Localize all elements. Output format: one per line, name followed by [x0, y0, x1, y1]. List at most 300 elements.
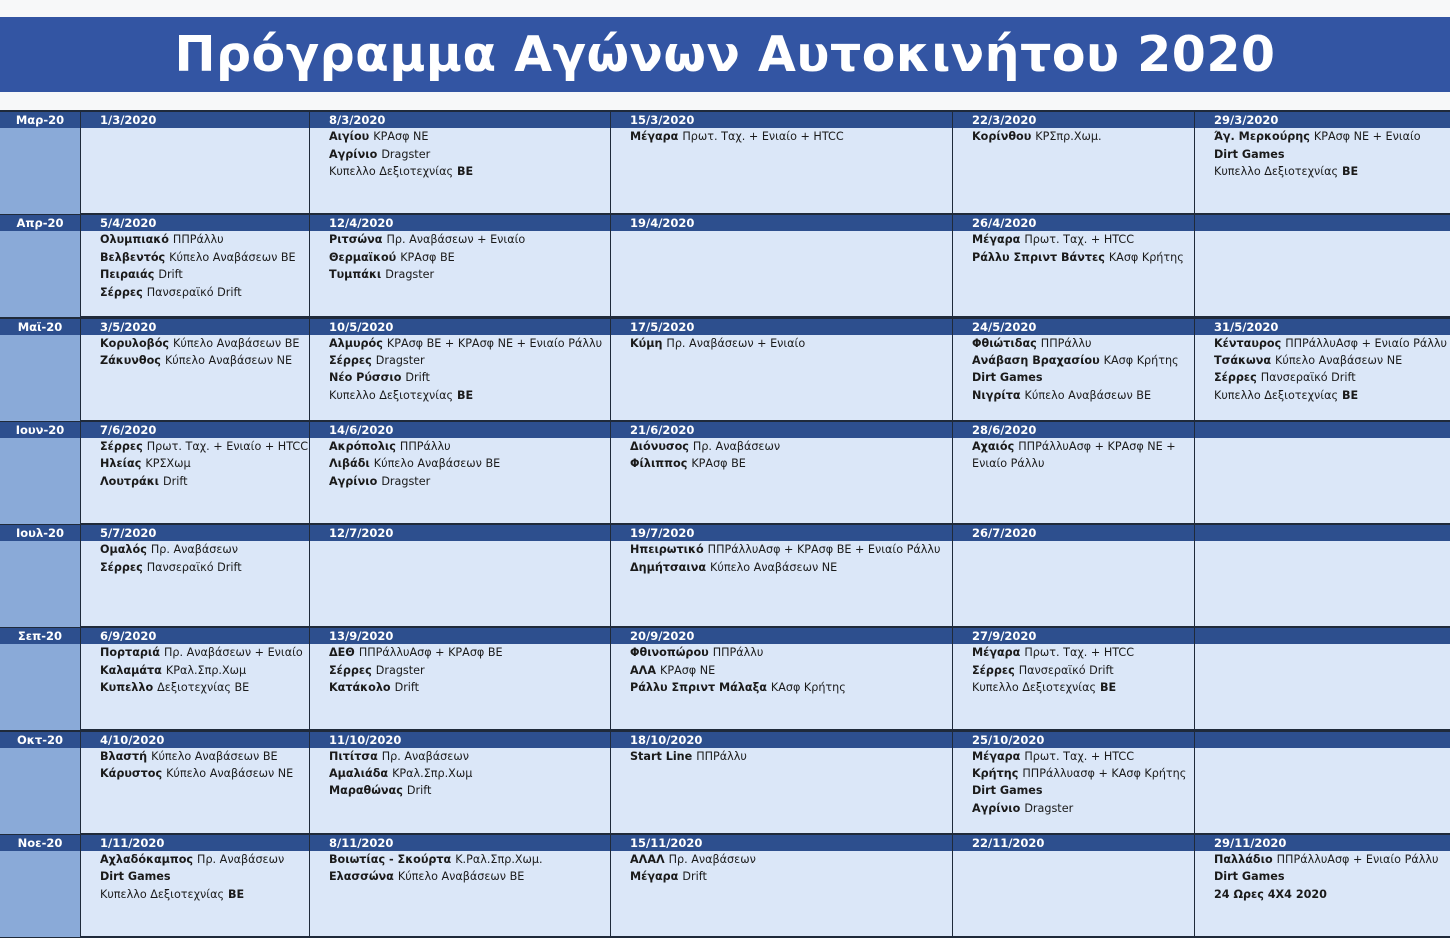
event-category: ΚΑσφ Κρήτης: [1103, 354, 1179, 368]
events-cell: [953, 231, 1194, 317]
event-category: ΠΠΡάλλυ: [712, 646, 764, 660]
event-venue: Ομαλός: [100, 543, 147, 557]
event-category: Κύπελο Αναβάσεων ΝΕ: [710, 560, 838, 574]
event-entry: [100, 851, 305, 868]
event-entry: [329, 146, 606, 163]
event-entry: [329, 851, 606, 868]
event-category: ΠΠΡάλλυΑσφ + ΚΡΑσφ ΒΕ: [358, 646, 503, 660]
events-cell: [611, 748, 952, 834]
event-venue: Κάρυστος: [100, 767, 163, 781]
event-venue: Άγ. Μερκούρης: [1214, 130, 1310, 144]
event-venue: Μέγαρα: [630, 870, 679, 884]
event-entry: [630, 868, 948, 885]
event-venue: Αχλαδόκαμπος: [100, 852, 194, 866]
event-entry: [100, 284, 305, 301]
event-entry: [329, 266, 606, 283]
event-entry: [329, 662, 606, 679]
week-date: [1195, 525, 1450, 541]
event-category: Πρ. Αναβάσεων + Ενιαίο: [666, 336, 806, 350]
month-label: Οκτ-20: [0, 732, 80, 748]
page-title: Πρόγραμμα Αγώνων Αυτοκινήτου 2020: [174, 26, 1276, 83]
event-category: Πρωτ. Ταχ. + HTCC: [1024, 749, 1135, 763]
event-category: Κυπελλο Δεξιοτεχνίας: [972, 681, 1097, 695]
event-venue: Μέγαρα: [972, 233, 1021, 247]
event-entry: [100, 886, 305, 903]
events-cell: [953, 335, 1194, 421]
events-cell: [310, 128, 610, 214]
week-date: 3/5/2020: [81, 319, 309, 335]
event-entry: [329, 473, 606, 490]
events-cell: [953, 438, 1194, 524]
event-category: Κύπελο Αναβάσεων ΒΕ: [173, 336, 300, 350]
event-entry: [329, 455, 606, 472]
event-entry: [329, 644, 606, 661]
week-date: [1195, 422, 1450, 438]
event-entry: [1214, 387, 1450, 404]
month-label: Μαϊ-20: [0, 319, 80, 335]
event-category: ΠΠΡάλλυ: [399, 439, 451, 453]
week-date: 26/7/2020: [953, 525, 1194, 541]
event-venue: Κένταυρος: [1214, 336, 1282, 350]
event-venue: Νέο Ρύσσιο: [329, 371, 402, 385]
week-date: 22/3/2020: [953, 112, 1194, 128]
event-entry: [329, 335, 606, 352]
event-entry: [630, 559, 948, 576]
events-cell: [310, 644, 610, 730]
event-venue: Νιγρίτα: [972, 388, 1021, 402]
event-venue: Ακρόπολις: [329, 439, 396, 453]
month-label: Ιουλ-20: [0, 525, 80, 541]
events-cell: [310, 851, 610, 937]
event-category: ΠΠΡάλλυΑσφ + Ενιαίο Ράλλυ: [1276, 852, 1439, 866]
event-category: Πρ. Αναβάσεων: [150, 543, 239, 557]
event-category: Drift: [163, 474, 188, 488]
event-entry: [100, 335, 305, 352]
event-entry: [1214, 369, 1450, 386]
event-venue: Ελασσώνα: [329, 870, 394, 884]
event-category: Drift: [394, 681, 420, 695]
event-venue: Τυμπάκι: [329, 268, 382, 282]
event-category: ΠΠΡάλλυ: [696, 749, 747, 763]
week-date: 1/11/2020: [81, 835, 309, 851]
event-venue: Λουτράκι: [100, 474, 160, 488]
week-date: 11/10/2020: [310, 732, 610, 748]
event-venue: ΔΕΘ: [329, 646, 355, 660]
event-entry: [972, 387, 1190, 404]
event-venue: Σέρρες: [329, 663, 372, 677]
event-venue: Σέρρες: [329, 354, 372, 368]
event-category: Πρωτ. Ταχ. + HTCC: [1024, 233, 1135, 247]
events-cell: [310, 541, 610, 627]
event-venue: Ράλλυ Σπριντ Μάλαξα: [630, 681, 767, 695]
event-entry: [100, 438, 309, 455]
event-category: Dragster: [381, 147, 431, 161]
event-venue: Κρήτης: [972, 767, 1019, 781]
event-venue: Αγρίνιο: [329, 474, 378, 488]
event-venue: Κατάκολο: [329, 681, 391, 695]
event-venue: Λιβάδι: [329, 457, 370, 471]
event-region: ΒΕ: [457, 388, 474, 402]
event-category: Κύπελο Αναβάσεων ΒΕ: [397, 870, 525, 884]
events-cell: [611, 541, 952, 627]
event-entry: [630, 335, 948, 352]
events-cell: [953, 748, 1194, 834]
event-category: Δεξιοτεχνίας ΒΕ: [157, 681, 250, 695]
events-cell: [310, 748, 610, 834]
event-category: ΚΡαλ.Σπρ.Χωμ: [392, 767, 473, 781]
event-venue: Μέγαρα: [630, 130, 679, 144]
week-date: 19/4/2020: [611, 215, 952, 231]
event-category: Dragster: [385, 268, 435, 282]
event-category: ΚΑσφ Κρήτης: [1108, 250, 1184, 264]
event-venue: Αγρίνιο: [329, 147, 378, 161]
event-entry: [972, 231, 1190, 248]
week-date: 21/6/2020: [611, 422, 952, 438]
event-venue: Σέρρες: [100, 439, 143, 453]
event-entry: [972, 800, 1190, 817]
event-venue: Διόνυσος: [630, 439, 689, 453]
event-category: Πρ. Αναβάσεων + Ενιαίο: [163, 646, 303, 660]
event-category: Drift: [406, 784, 432, 798]
week-date: [1195, 732, 1450, 748]
event-category: ΠΠΡάλλυ: [1040, 336, 1092, 350]
week-date: 17/5/2020: [611, 319, 952, 335]
event-venue: Dirt Games: [1214, 870, 1285, 884]
event-category: Κύπελο Αναβάσεων ΝΕ: [1275, 354, 1403, 368]
event-category: Dragster: [381, 474, 431, 488]
event-region: ΒΕ: [228, 887, 245, 901]
event-entry: [100, 541, 305, 558]
event-category: Πανσεραϊκό Drift: [146, 285, 242, 299]
event-venue: Βλαστή: [100, 749, 148, 763]
event-entry: [1214, 851, 1450, 868]
event-venue: Start Line: [630, 749, 693, 763]
events-cell: [81, 128, 309, 214]
week-date: 29/11/2020: [1195, 835, 1450, 851]
month-spacer: [0, 748, 80, 835]
month-label: Απρ-20: [0, 215, 80, 231]
event-entry: [1214, 886, 1450, 903]
week-date: [1195, 215, 1450, 231]
week-date: 19/7/2020: [611, 525, 952, 541]
event-category: Κύπελο Αναβάσεων ΒΕ: [151, 749, 278, 763]
events-cell: [1195, 335, 1450, 421]
week-date: 26/4/2020: [953, 215, 1194, 231]
event-category: ΚΡαλ.Σπρ.Χωμ: [165, 663, 247, 677]
event-entry: [329, 352, 606, 369]
event-category: Πρωτ. Ταχ. + Ενιαίο + HTCC: [682, 130, 844, 144]
event-venue: Dirt Games: [1214, 147, 1285, 161]
event-entry: [329, 249, 606, 266]
events-cell: [1195, 748, 1450, 834]
events-cell: [611, 851, 952, 937]
event-entry: [630, 128, 948, 145]
events-cell: [310, 335, 610, 421]
event-category: ΠΠΡάλλυ: [172, 233, 224, 247]
month-spacer: [0, 851, 80, 938]
event-entry: [100, 748, 305, 765]
event-venue: Σέρρες: [100, 560, 143, 574]
events-cell: [81, 748, 309, 834]
event-category: Κύπελο Αναβάσεων ΒΕ: [1024, 388, 1152, 402]
event-venue: Πιτίτσα: [329, 749, 378, 763]
week-date: 12/4/2020: [310, 215, 610, 231]
event-venue: Αιγίου: [329, 130, 370, 144]
event-entry: [329, 868, 606, 885]
events-cell: [1195, 541, 1450, 627]
week-date: 27/9/2020: [953, 628, 1194, 644]
event-entry: [100, 473, 305, 490]
event-entry: [100, 679, 305, 696]
event-entry: [100, 352, 305, 369]
event-venue: Κύμη: [630, 336, 663, 350]
month-label: Σεπ-20: [0, 628, 80, 644]
event-category: Πανσεραϊκό Drift: [1018, 663, 1114, 677]
event-venue: Φθινοπώρου: [630, 646, 709, 660]
event-category: Κυπελλο Δεξιοτεχνίας: [329, 164, 454, 178]
event-entry: [100, 868, 305, 885]
events-cell: [81, 335, 309, 421]
event-category: ΠΠΡάλλυΑσφ + ΚΡΑσφ ΒΕ + Ενιαίο Ράλλυ: [707, 543, 941, 557]
event-venue: Ζάκυνθος: [100, 354, 161, 368]
race-calendar-grid: [0, 110, 1450, 938]
event-category: Κυπελλο Δεξιοτεχνίας: [100, 887, 225, 901]
event-venue: Ηπειρωτικό: [630, 543, 704, 557]
event-category: ΠΠΡάλλυΑσφ + Ενιαίο Ράλλυ: [1285, 336, 1448, 350]
month-label: Ιουν-20: [0, 422, 80, 438]
event-entry: [972, 765, 1190, 782]
events-cell: [81, 231, 309, 317]
event-region: ΒΕ: [1100, 681, 1117, 695]
event-category: Κ.Ραλ.Σπρ.Χωμ.: [455, 852, 543, 866]
events-cell: [81, 438, 309, 524]
week-date: 5/4/2020: [81, 215, 309, 231]
week-date: 24/5/2020: [953, 319, 1194, 335]
week-date: 25/10/2020: [953, 732, 1194, 748]
event-category: Πρ. Αναβάσεων: [692, 439, 781, 453]
event-category: Ενιαίο Ράλλυ: [972, 457, 1045, 471]
event-region: ΒΕ: [1342, 388, 1359, 402]
event-entry: [972, 662, 1190, 679]
events-cell: [1195, 644, 1450, 730]
events-cell: [953, 128, 1194, 214]
events-cell: [81, 541, 309, 627]
week-date: 8/11/2020: [310, 835, 610, 851]
events-cell: [611, 644, 952, 730]
event-entry: [1214, 868, 1450, 885]
event-entry: [100, 644, 305, 661]
week-date: 18/10/2020: [611, 732, 952, 748]
event-venue: Ηλείας: [100, 457, 142, 471]
event-venue: Βελβεντός: [100, 250, 166, 264]
event-category: ΚΡΑσφ ΝΕ: [373, 130, 429, 144]
week-date: 6/9/2020: [81, 628, 309, 644]
week-date: 13/9/2020: [310, 628, 610, 644]
event-entry: [972, 369, 1190, 386]
event-entry: [100, 765, 305, 782]
event-entry: [329, 231, 606, 248]
events-cell: [953, 851, 1194, 937]
event-category: Κύπελο Αναβάσεων ΝΕ: [164, 354, 293, 368]
event-category: Κυπελλο Δεξιοτεχνίας: [1214, 388, 1339, 402]
event-entry: [972, 679, 1190, 696]
events-cell: [1195, 851, 1450, 937]
event-category: Πρ. Αναβάσεων: [197, 852, 285, 866]
event-venue: Κορυλοβός: [100, 336, 170, 350]
event-category: ΠΠΡάλλυασφ + ΚΑσφ Κρήτης: [1022, 767, 1187, 781]
event-category: Πανσεραϊκό Drift: [146, 560, 242, 574]
event-venue: Αμαλιάδα: [329, 767, 389, 781]
event-entry: [1214, 163, 1450, 180]
event-category: Κυπελλο Δεξιοτεχνίας: [329, 388, 454, 402]
event-venue: ΑΛΑ: [630, 663, 656, 677]
event-entry: [630, 662, 948, 679]
event-entry: [100, 249, 305, 266]
events-cell: [81, 644, 309, 730]
event-entry: [329, 748, 606, 765]
week-date: 28/6/2020: [953, 422, 1194, 438]
event-entry: [329, 765, 606, 782]
month-spacer: [0, 438, 80, 525]
event-category: Πρωτ. Ταχ. + Ενιαίο + HTCC: [146, 439, 309, 453]
event-venue: Κορίνθου: [972, 130, 1032, 144]
event-venue: Πειραιάς: [100, 268, 155, 282]
events-cell: [611, 231, 952, 317]
event-entry: [630, 748, 948, 765]
event-category: ΚΡΑσφ ΒΕ: [691, 457, 746, 471]
month-spacer: [0, 231, 80, 318]
month-label: Νοε-20: [0, 835, 80, 851]
event-venue: Παλλάδιο: [1214, 852, 1273, 866]
event-category: ΚΡΑσφ ΝΕ + Ενιαίο: [1313, 130, 1421, 144]
event-venue: Σέρρες: [972, 663, 1015, 677]
month-spacer: [0, 335, 80, 422]
event-venue: Αχαιός: [972, 439, 1015, 453]
event-entry: [972, 335, 1190, 352]
events-cell: [611, 128, 952, 214]
events-cell: [81, 851, 309, 937]
event-venue: Πορταριά: [100, 646, 160, 660]
event-venue: ΑΛΑΛ: [630, 852, 665, 866]
event-venue: Ανάβαση Βραχασίου: [972, 354, 1100, 368]
event-venue: Βοιωτίας - Σκούρτα: [329, 852, 452, 866]
event-venue: Αλμυρός: [329, 336, 383, 350]
week-date: 1/3/2020: [81, 112, 309, 128]
event-category: Drift: [682, 870, 707, 884]
event-venue: Κυπελλο: [100, 681, 154, 695]
week-date: 29/3/2020: [1195, 112, 1450, 128]
event-venue: Ολυμπιακό: [100, 233, 169, 247]
title-bar: [0, 17, 1450, 92]
week-date: [1195, 628, 1450, 644]
events-cell: [310, 438, 610, 524]
events-cell: [953, 644, 1194, 730]
event-venue: Μέγαρα: [972, 749, 1021, 763]
event-venue: Μαραθώνας: [329, 784, 403, 798]
event-venue: Δημήτσαινα: [630, 560, 707, 574]
event-venue: Φθιώτιδας: [972, 336, 1037, 350]
event-venue: Σέρρες: [100, 285, 143, 299]
event-venue: Μέγαρα: [972, 646, 1021, 660]
event-category: ΚΡΑσφ ΒΕ + ΚΡΑσφ ΝΕ + Ενιαίο Ράλλυ: [386, 336, 603, 350]
event-category: ΚΡΑσφ ΒΕ: [400, 250, 455, 264]
event-venue: Σέρρες: [1214, 371, 1257, 385]
week-date: 10/5/2020: [310, 319, 610, 335]
week-date: 4/10/2020: [81, 732, 309, 748]
event-category: Πρ. Αναβάσεων: [381, 749, 469, 763]
event-entry: [329, 128, 606, 145]
event-venue: Φίλιππος: [630, 457, 688, 471]
event-category: Πρ. Αναβάσεων + Ενιαίο: [386, 233, 526, 247]
event-entry: [329, 438, 606, 455]
event-entry: [100, 266, 305, 283]
week-date: 31/5/2020: [1195, 319, 1450, 335]
events-cell: [1195, 128, 1450, 214]
event-venue: Dirt Games: [972, 371, 1043, 385]
event-category: ΚΡΑσφ ΝΕ: [659, 663, 716, 677]
event-venue: Dirt Games: [100, 870, 171, 884]
event-venue: Καλαμάτα: [100, 663, 162, 677]
event-entry: [329, 369, 606, 386]
event-entry: [100, 662, 305, 679]
event-entry: [329, 387, 606, 404]
week-date: 20/9/2020: [611, 628, 952, 644]
event-category: Κύπελο Αναβάσεων ΒΕ: [169, 250, 296, 264]
event-entry: [329, 679, 606, 696]
event-category: ΚΡΣπρ.Χωμ.: [1035, 130, 1102, 144]
events-cell: [953, 541, 1194, 627]
event-category: Dragster: [1024, 801, 1074, 815]
event-category: ΚΡΣΧωμ: [145, 457, 191, 471]
event-entry: [972, 644, 1190, 661]
event-entry: [100, 231, 305, 248]
event-category: ΠΠΡάλλυΑσφ + ΚΡΑσφ ΝΕ +: [1018, 439, 1176, 453]
event-category: Dragster: [375, 354, 425, 368]
event-entry: [972, 782, 1190, 799]
events-cell: [1195, 231, 1450, 317]
event-category: Κύπελο Αναβάσεων ΝΕ: [166, 767, 294, 781]
event-entry: [100, 455, 305, 472]
event-category: Κύπελο Αναβάσεων ΒΕ: [373, 457, 501, 471]
event-category: Κυπελλο Δεξιοτεχνίας: [1214, 164, 1339, 178]
week-date: 7/6/2020: [81, 422, 309, 438]
event-entry: [329, 782, 606, 799]
event-venue: Τσάκωνα: [1214, 354, 1272, 368]
event-category: Dragster: [375, 663, 425, 677]
event-entry: [630, 851, 948, 868]
week-date: 22/11/2020: [953, 835, 1194, 851]
event-category: Πρ. Αναβάσεων: [668, 852, 756, 866]
event-venue: Θερμαϊκού: [329, 250, 397, 264]
event-venue: 24 Ωρες 4Χ4 2020: [1214, 887, 1327, 901]
event-venue: Dirt Games: [972, 784, 1043, 798]
event-entry: [972, 455, 1190, 472]
event-category: Πρωτ. Ταχ. + HTCC: [1024, 646, 1135, 660]
month-spacer: [0, 128, 80, 215]
week-date: 8/3/2020: [310, 112, 610, 128]
event-entry: [972, 352, 1190, 369]
event-category: ΚΑσφ Κρήτης: [770, 681, 846, 695]
event-category: Drift: [405, 371, 430, 385]
event-entry: [972, 748, 1190, 765]
event-entry: [1214, 146, 1450, 163]
event-entry: [1214, 352, 1450, 369]
event-venue: Ράλλυ Σπριντ Βάντες: [972, 250, 1105, 264]
week-date: 15/11/2020: [611, 835, 952, 851]
event-entry: [630, 541, 948, 558]
events-cell: [611, 438, 952, 524]
event-entry: [630, 438, 948, 455]
